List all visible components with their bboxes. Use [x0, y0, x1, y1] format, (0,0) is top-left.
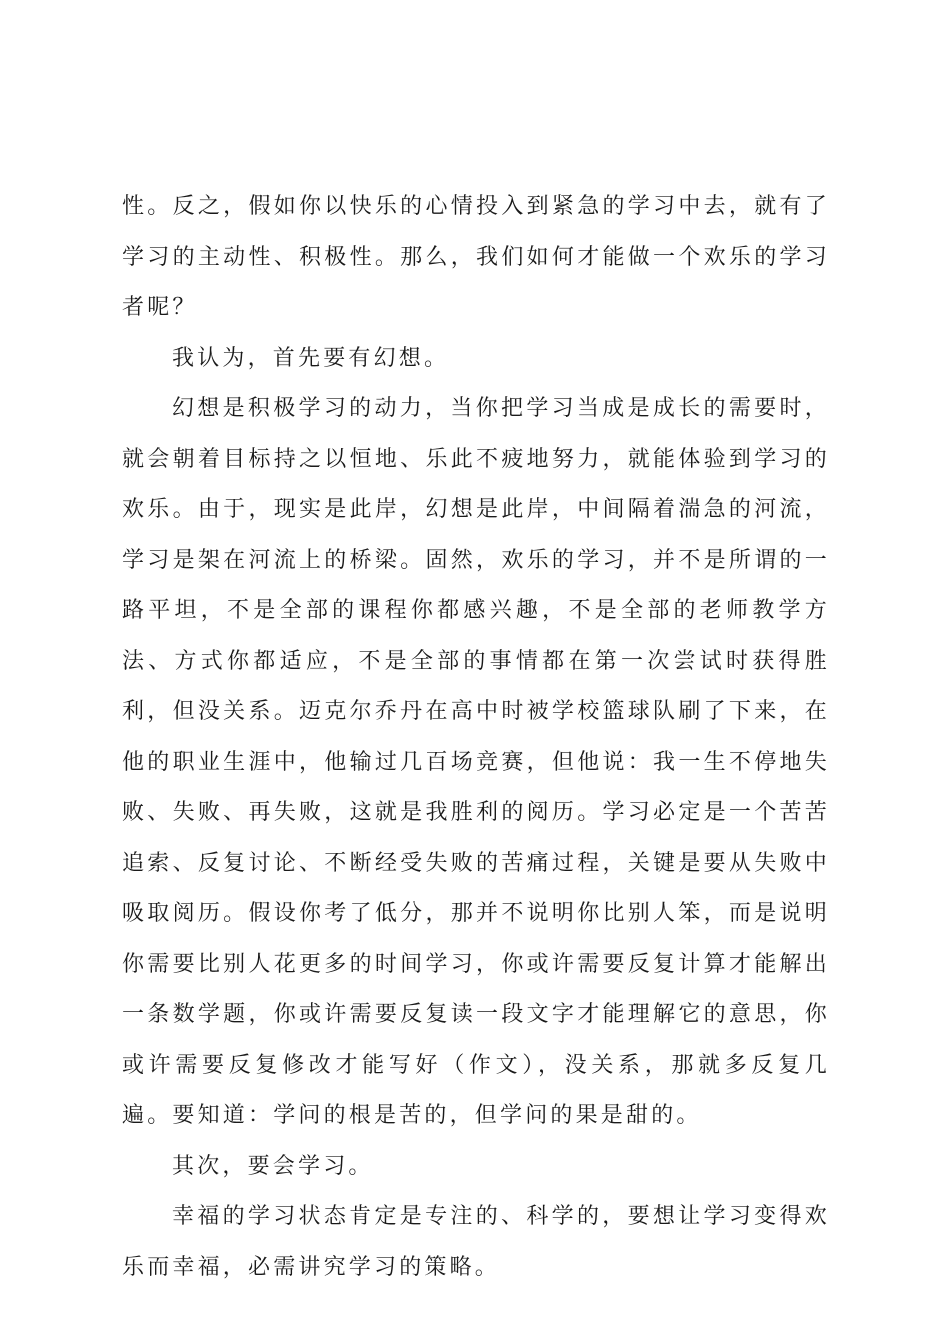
paragraph-continuation: 性。反之，假如你以快乐的心情投入到紧急的学习中去，就有了学习的主动性、积极性。那么，我们如何才能做一个欢乐的学习者呢？: [122, 194, 830, 320]
paragraph-first-point: 我认为，首先要有幻想。: [172, 345, 450, 371]
paragraph-second-point: 其次，要会学习。: [172, 1153, 374, 1179]
paragraph-dream-explanation: 幻想是积极学习的动力，当你把学习当成是成长的需要时，就会朝着目标持之以恒地、乐此不疲地努力，就能体验到学习的欢乐。由于，现实是此岸，幻想是此岸，中间隔着湍急的河流，学习是架在河流上的桥梁。固然，欢乐的学习，并不是所谓的一路平坦，不是全部的课程你都感兴趣，不是全部的老师教学方法、方式你都适应，不是全部的事情都在第一次尝试时获得胜利，但没关系。迈克尔乔丹在高中时被学校篮球队刷了下来，在他的职业生涯中，他输过几百场竞赛，但他说：我一生不停地失败、失败、再失败，这就是我胜利的阅历。学习必定是一个苦苦追索、反复讨论、不断经受失败的苦痛过程，关键是要从失败中吸取阅历。假设你考了低分，那并不说明你比别人笨，而是说明你需要比别人花更多的时间学习，你或许需要反复计算才能解出一条数学题，你或许需要反复读一段文字才能理解它的意思，你或许需要反复修改才能写好（作文），没关系，那就多反复几遍。要知道：学问的根是苦的，但学问的果是甜的。: [122, 396, 830, 1128]
document-body: [122, 182, 830, 1293]
paragraph-learning-strategy: 幸福的学习状态肯定是专注的、科学的，要想让学习变得欢乐而幸福，必需讲究学习的策略。: [122, 1204, 830, 1280]
